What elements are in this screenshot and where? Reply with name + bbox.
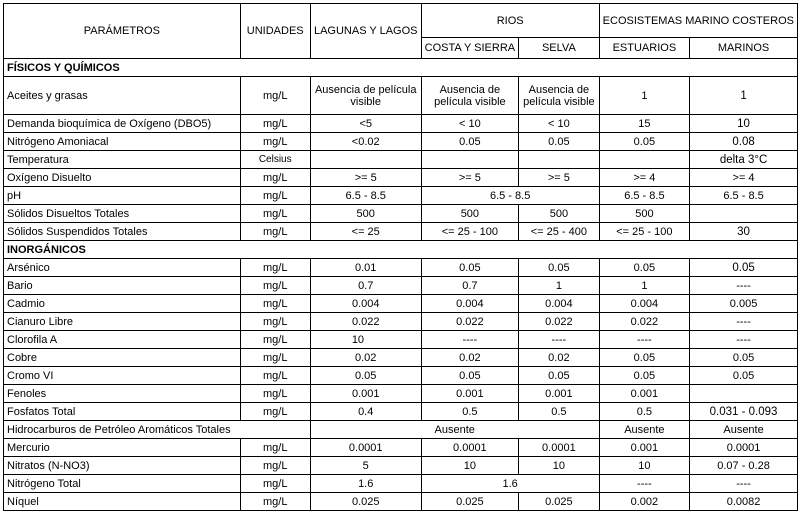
header-costa-sierra: COSTA Y SIERRA [421,38,518,59]
param-name: Fenoles [4,385,241,403]
table-row [4,277,798,295]
value-lagunas: 6.5 - 8.5 [310,187,421,205]
value-estuarios: 0.022 [599,313,689,331]
value-lagunas: 0.05 [310,367,421,385]
value-marinos: Ausente [690,421,798,439]
value-lagunas: 500 [310,205,421,223]
value-costa: 0.5 [421,403,518,421]
value-costa: 0.025 [421,493,518,511]
value-estuarios: 0.002 [599,493,689,511]
value-selva: >= 5 [519,169,600,187]
param-name: Cromo VI [4,367,241,385]
table-row [4,385,798,403]
param-name: Oxígeno Disuelto [4,169,241,187]
param-unit: mg/L [240,259,310,277]
value-estuarios [599,151,689,169]
header-ecosistemas: ECOSISTEMAS MARINO COSTEROS [599,4,797,38]
table-row [4,439,798,457]
value-marinos: 0.031 - 0.093 [690,403,798,421]
param-name: Sólidos Disueltos Totales [4,205,241,223]
value-marinos: ---- [690,313,798,331]
value-costa: 0.022 [421,313,518,331]
value-selva: 0.5 [519,403,600,421]
section-inorganicos: INORGÁNICOS [4,241,798,259]
value-estuarios: 0.004 [599,295,689,313]
param-name: Bario [4,277,241,295]
table-row [4,475,798,493]
value-estuarios: >= 4 [599,169,689,187]
value-lagunas: 0.4 [310,403,421,421]
param-name: Arsénico [4,259,241,277]
value-marinos: ---- [690,331,798,349]
value-lagunas: 5 [310,457,421,475]
param-name: Nitratos (N-NO3) [4,457,241,475]
param-unit: mg/L [240,169,310,187]
value-costa: < 10 [421,115,518,133]
table-row [4,77,798,115]
param-name: pH [4,187,241,205]
value-costa: 0.05 [421,367,518,385]
value-marinos: 6.5 - 8.5 [690,187,798,205]
value-costa: Ausencia de película visible [421,77,518,115]
value-selva: <= 25 - 400 [519,223,600,241]
value-marinos: 1 [690,77,798,115]
header-selva: SELVA [519,38,600,59]
value-marinos: 0.05 [690,349,798,367]
table-row [4,151,798,169]
param-unit: mg/L [240,295,310,313]
value-lagunas: 0.01 [310,259,421,277]
value-selva: 500 [519,205,600,223]
section-fisicos: FÍSICOS Y QUÍMICOS [4,59,798,77]
param-name: Temperatura [4,151,241,169]
value-selva: ---- [519,331,600,349]
value-costa: 0.05 [421,259,518,277]
value-lagunas [310,151,421,169]
param-name: Fosfatos Total [4,403,241,421]
value-selva: 0.05 [519,259,600,277]
value-lagunas: 0.001 [310,385,421,403]
param-unit: mg/L [240,367,310,385]
value-estuarios: 0.5 [599,403,689,421]
value-costa: ---- [421,331,518,349]
value-selva: 0.022 [519,313,600,331]
value-lagunas: >= 5 [310,169,421,187]
table-row [4,421,798,439]
value-estuarios: 0.001 [599,385,689,403]
value-estuarios: Ausente [599,421,689,439]
table-row [4,187,798,205]
value-lagunas: 0.02 [310,349,421,367]
value-estuarios: 1 [599,277,689,295]
value-estuarios: 0.05 [599,133,689,151]
param-unit: mg/L [240,475,310,493]
value-selva: 0.0001 [519,439,600,457]
value-marinos: 0.08 [690,133,798,151]
value-estuarios: 0.05 [599,259,689,277]
value-marinos: 30 [690,223,798,241]
header-lagunas: LAGUNAS Y LAGOS [310,4,421,59]
param-name: Níquel [4,493,241,511]
param-name: Cobre [4,349,241,367]
param-unit: mg/L [240,77,310,115]
table-row [4,457,798,475]
value-marinos: ---- [690,475,798,493]
param-name: Nitrógeno Amoniacal [4,133,241,151]
value-estuarios: 0.001 [599,439,689,457]
value-selva: 0.025 [519,493,600,511]
value-costa: 0.05 [421,133,518,151]
value-selva: Ausencia de película visible [519,77,600,115]
value-lagunas: 0.0001 [310,439,421,457]
value-selva: 0.001 [519,385,600,403]
value-estuarios: 6.5 - 8.5 [599,187,689,205]
value-marinos: 0.0001 [690,439,798,457]
param-unit: Celsius [240,151,310,169]
param-unit: mg/L [240,205,310,223]
value-costa: 500 [421,205,518,223]
param-unit: mg/L [240,439,310,457]
param-unit: mg/L [240,115,310,133]
value-marinos: 0.05 [690,367,798,385]
value-lagunas: <0.02 [310,133,421,151]
param-name: Demanda bioquímica de Oxígeno (DBO5) [4,115,241,133]
value-costa [421,151,518,169]
value-selva: 0.004 [519,295,600,313]
value-costa: 10 [421,457,518,475]
param-unit: mg/L [240,313,310,331]
value-marinos: delta 3°C [690,151,798,169]
table-row [4,205,798,223]
param-name: Clorofila A [4,331,241,349]
value-marinos: 0.07 - 0.28 [690,457,798,475]
param-unit: mg/L [240,385,310,403]
header-marinos: MARINOS [690,38,798,59]
value-selva: 0.05 [519,367,600,385]
value-selva [519,151,600,169]
table-row [4,115,798,133]
param-name: Nitrógeno Total [4,475,241,493]
header-parametros: PARÁMETROS [4,4,241,59]
water-quality-table [3,3,798,511]
value-estuarios: 1 [599,77,689,115]
value-costa: 0.004 [421,295,518,313]
table-row [4,349,798,367]
value-lagos-rios: Ausente [310,421,599,439]
param-unit: mg/L [240,277,310,295]
table-row [4,403,798,421]
value-estuarios: 10 [599,457,689,475]
param-unit: mg/L [240,493,310,511]
value-estuarios: <= 25 - 100 [599,223,689,241]
value-lagunas: Ausencia de película visible [310,77,421,115]
value-selva: 0.02 [519,349,600,367]
value-marinos [690,205,798,223]
value-marinos [690,385,798,403]
param-unit: mg/L [240,133,310,151]
value-rios: 1.6 [421,475,599,493]
value-costa: <= 25 - 100 [421,223,518,241]
value-costa: 0.0001 [421,439,518,457]
param-name: Hidrocarburos de Petróleo Aromáticos Totales [4,421,311,439]
value-lagunas: 10 [310,331,421,349]
value-lagunas: <5 [310,115,421,133]
value-marinos: >= 4 [690,169,798,187]
table-row [4,331,798,349]
value-estuarios: 15 [599,115,689,133]
value-selva: 1 [519,277,600,295]
param-name: Cadmio [4,295,241,313]
table-row [4,259,798,277]
value-selva: 0.05 [519,133,600,151]
value-lagunas: 1.6 [310,475,421,493]
value-lagunas: 0.022 [310,313,421,331]
param-unit: mg/L [240,403,310,421]
param-name: Aceites y grasas [4,77,241,115]
value-marinos: ---- [690,277,798,295]
value-costa: 0.7 [421,277,518,295]
table-row [4,295,798,313]
value-estuarios: 500 [599,205,689,223]
value-lagunas: <= 25 [310,223,421,241]
table-row [4,367,798,385]
value-costa: 0.02 [421,349,518,367]
value-lagunas: 0.004 [310,295,421,313]
value-costa: >= 5 [421,169,518,187]
param-name: Cianuro Libre [4,313,241,331]
value-costa: 0.001 [421,385,518,403]
param-unit: mg/L [240,187,310,205]
param-unit: mg/L [240,223,310,241]
param-name: Sólidos Suspendidos Totales [4,223,241,241]
value-estuarios: 0.05 [599,367,689,385]
value-lagunas: 0.7 [310,277,421,295]
table-row [4,169,798,187]
value-selva: < 10 [519,115,600,133]
table-row [4,493,798,511]
value-estuarios: ---- [599,331,689,349]
param-unit: mg/L [240,331,310,349]
value-marinos: 0.005 [690,295,798,313]
value-marinos: 0.05 [690,259,798,277]
param-unit: mg/L [240,457,310,475]
value-lagunas: 0.025 [310,493,421,511]
value-estuarios: ---- [599,475,689,493]
value-selva: 10 [519,457,600,475]
table-row [4,133,798,151]
value-marinos: 0.0082 [690,493,798,511]
header-rios: RIOS [421,4,599,38]
param-name: Mercurio [4,439,241,457]
table-row [4,313,798,331]
param-unit: mg/L [240,349,310,367]
value-rios: 6.5 - 8.5 [421,187,599,205]
value-marinos: 10 [690,115,798,133]
header-estuarios: ESTUARIOS [599,38,689,59]
header-unidades: UNIDADES [240,4,310,59]
table-row [4,223,798,241]
value-estuarios: 0.05 [599,349,689,367]
